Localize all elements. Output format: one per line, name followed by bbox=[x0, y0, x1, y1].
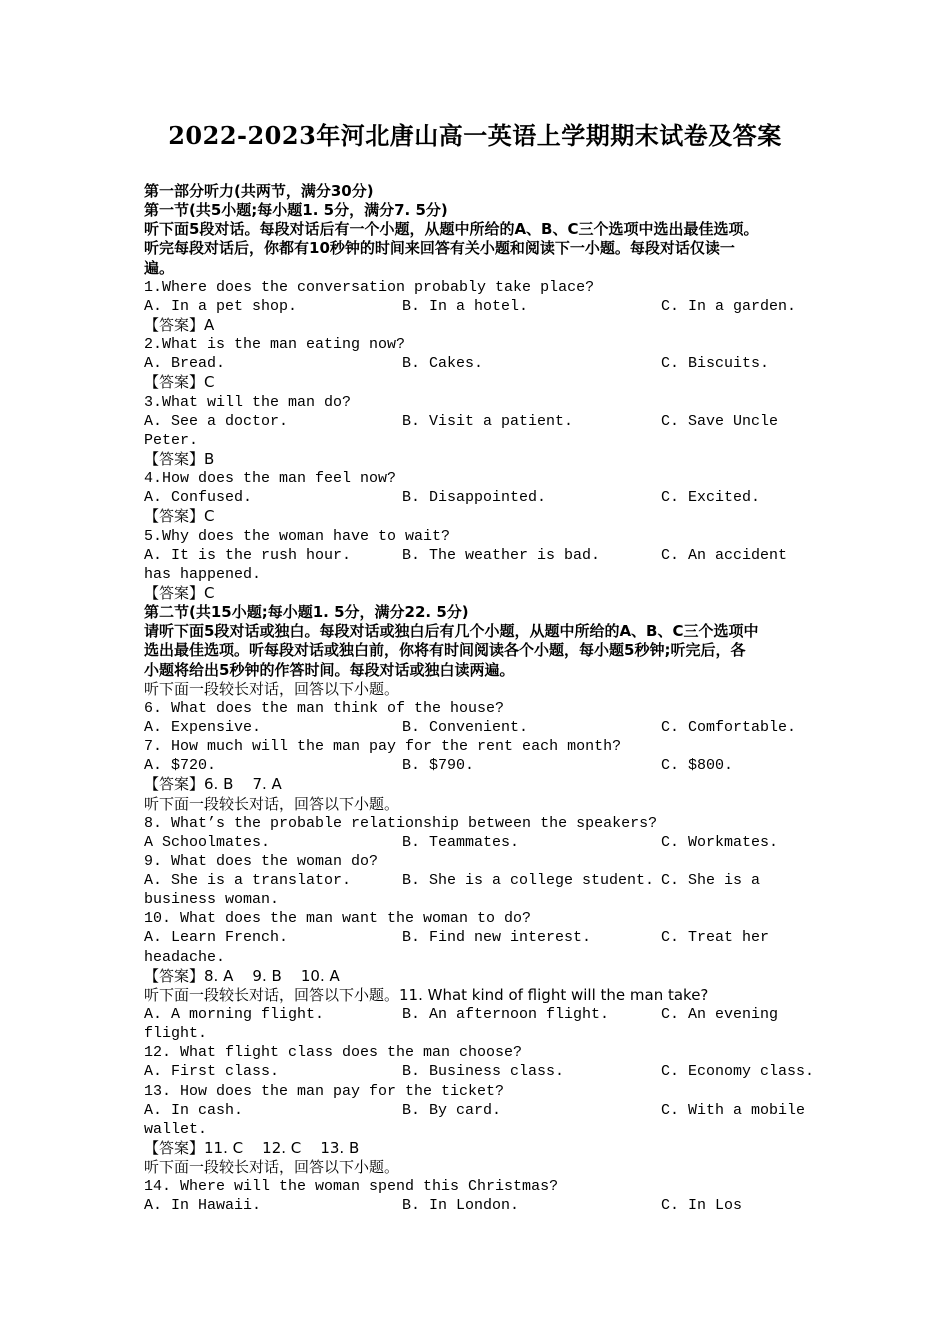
option-c: C. Comfortable. bbox=[661, 718, 797, 736]
option-b: B. In London. bbox=[402, 1197, 520, 1215]
option-c: C. Workmates. bbox=[661, 833, 779, 851]
answer-8-10: 【答案】8. A 9. B 10. A bbox=[144, 966, 340, 985]
listen-instruction: 听下面一段较长对话，回答以下小题。 bbox=[144, 679, 400, 698]
option-wrap: flight. bbox=[144, 1025, 208, 1043]
answer-6-7: 【答案】6. B 7. A bbox=[144, 775, 282, 794]
question-14: 14. Where will the woman spend this Christmas? bbox=[144, 1178, 559, 1196]
question-8-options bbox=[144, 833, 810, 852]
option-a: A. Learn French. bbox=[144, 929, 289, 947]
option-c: C. Economy class. bbox=[661, 1063, 815, 1081]
question-4-options bbox=[144, 488, 810, 507]
answer-2: 【答案】C bbox=[144, 373, 215, 392]
question-11-options bbox=[144, 1005, 810, 1024]
question-9-options bbox=[144, 871, 810, 890]
option-b: B. Disappointed. bbox=[402, 489, 547, 507]
option-a: A. In Hawaii. bbox=[144, 1197, 262, 1215]
question-3-options bbox=[144, 412, 810, 431]
option-a: A. Bread. bbox=[144, 355, 226, 373]
option-b: B. Convenient. bbox=[402, 718, 529, 736]
option-b: B. Find new interest. bbox=[402, 929, 592, 947]
option-b: B. By card. bbox=[402, 1101, 502, 1119]
question-12: 12. What flight class does the man choose? bbox=[144, 1044, 523, 1062]
question-12-options bbox=[144, 1062, 815, 1081]
option-c: C. In Los bbox=[661, 1197, 743, 1215]
question-7: 7. How much will the man pay for the rent each month? bbox=[144, 738, 622, 756]
option-a: A. In a pet shop. bbox=[144, 297, 298, 315]
section1-instruction: 听完每段对话后，你都有10秒钟的时间来回答有关小题和阅读下一小题。每段对话仅读一 bbox=[144, 239, 735, 258]
document-title: 2022-2023年河北唐山高一英语上学期期末试卷及答案 bbox=[168, 121, 782, 150]
option-c: C. Treat her bbox=[661, 929, 770, 947]
option-c: C. An accident bbox=[661, 546, 788, 564]
option-wrap: business woman. bbox=[144, 891, 280, 909]
question-1: 1.Where does the conversation probably take place? bbox=[144, 278, 595, 296]
question-1-options bbox=[144, 297, 810, 316]
option-a: A. She is a translator. bbox=[144, 872, 352, 890]
option-b: B. Teammates. bbox=[402, 833, 520, 851]
answer-5: 【答案】C bbox=[144, 583, 215, 602]
question-10-options bbox=[144, 928, 810, 947]
part1-heading: 第一部分听力(共两节，满分30分) bbox=[144, 182, 374, 200]
option-c: C. In a garden. bbox=[661, 297, 797, 315]
question-8: 8. What’s the probable relationship between the speakers? bbox=[144, 814, 658, 832]
question-2: 2.What is the man eating now? bbox=[144, 336, 406, 354]
section2-instruction: 请听下面5段对话或独白。每段对话或独白后有几个小题，从题中所给的A、B、C三个选项中 bbox=[144, 622, 759, 641]
document-body bbox=[144, 182, 815, 1216]
option-wrap: Peter. bbox=[144, 431, 199, 449]
question-6-options bbox=[144, 718, 810, 737]
answer-1: 【答案】A bbox=[144, 315, 215, 334]
question-3: 3.What will the man do? bbox=[144, 393, 352, 411]
option-a: A Schoolmates. bbox=[144, 833, 271, 851]
option-c: C. Excited. bbox=[661, 489, 761, 507]
option-wrap: wallet. bbox=[144, 1120, 208, 1138]
option-a: A. See a doctor. bbox=[144, 412, 289, 430]
answer-3: 【答案】B bbox=[144, 449, 215, 468]
section2-instruction: 小题将给出5秒钟的作答时间。每段对话或独白读两遍。 bbox=[144, 660, 515, 679]
option-c: C. $800. bbox=[661, 757, 734, 775]
question-7-options bbox=[144, 756, 810, 775]
option-b: B. Business class. bbox=[402, 1063, 565, 1081]
question-6: 6. What does the man think of the house? bbox=[144, 699, 505, 717]
option-wrap: has happened. bbox=[144, 565, 262, 583]
option-b: B. She is a college student. bbox=[402, 872, 655, 890]
question-5: 5.Why does the woman have to wait? bbox=[144, 527, 451, 545]
listen-instruction: 听下面一段较长对话，回答以下小题。 bbox=[144, 794, 400, 813]
listen-instruction: 听下面一段较长对话，回答以下小题。 bbox=[144, 1158, 400, 1177]
option-b: B. $790. bbox=[402, 757, 475, 775]
section2-heading: 第二节(共15小题;每小题1. 5分，满分22. 5分) bbox=[144, 603, 469, 622]
option-b: B. An afternoon flight. bbox=[402, 1006, 610, 1024]
question-11: 听下面一段较长对话，回答以下小题。11. What kind of flight will the man take? bbox=[144, 985, 709, 1004]
option-c: C. She is a bbox=[661, 872, 761, 890]
option-b: B. Visit a patient. bbox=[402, 412, 574, 430]
option-a: A. In cash. bbox=[144, 1101, 244, 1119]
question-5-options bbox=[144, 546, 810, 565]
option-a: A. Expensive. bbox=[144, 718, 262, 736]
option-c: C. Save Uncle bbox=[661, 412, 779, 430]
option-c: C. With a mobile bbox=[661, 1101, 806, 1119]
question-9: 9. What does the woman do? bbox=[144, 852, 379, 870]
question-4: 4.How does the man feel now? bbox=[144, 470, 397, 488]
option-a: A. $720. bbox=[144, 757, 217, 775]
option-a: A. A morning flight. bbox=[144, 1006, 325, 1024]
question-13-options bbox=[144, 1101, 810, 1120]
section2-instruction: 选出最佳选项。听每段对话或独白前，你将有时间阅读各个小题，每小题5秒钟;听完后，各 bbox=[144, 641, 746, 660]
answer-4: 【答案】C bbox=[144, 507, 215, 526]
option-a: A. Confused. bbox=[144, 489, 253, 507]
section1-instruction: 听下面5段对话。每段对话后有一个小题，从题中所给的A、B、C三个选项中选出最佳选项。 bbox=[144, 220, 759, 239]
option-b: B. Cakes. bbox=[402, 355, 484, 373]
option-b: B. In a hotel. bbox=[402, 297, 529, 315]
option-c: C. Biscuits. bbox=[661, 355, 770, 373]
question-10: 10. What does the man want the woman to do? bbox=[144, 910, 532, 928]
option-wrap: headache. bbox=[144, 948, 226, 966]
question-13: 13. How does the man pay for the ticket? bbox=[144, 1082, 505, 1100]
section1-instruction: 遍。 bbox=[144, 258, 175, 277]
question-2-options bbox=[144, 354, 810, 373]
question-14-options bbox=[144, 1196, 810, 1215]
answer-11-13: 【答案】11. C 12. C 13. B bbox=[144, 1139, 360, 1158]
section1-heading: 第一节(共5小题;每小题1. 5分，满分7. 5分) bbox=[144, 201, 448, 220]
option-c: C. An evening bbox=[661, 1006, 779, 1024]
option-b: B. The weather is bad. bbox=[402, 546, 601, 564]
option-a: A. It is the rush hour. bbox=[144, 546, 352, 564]
option-a: A. First class. bbox=[144, 1063, 280, 1081]
